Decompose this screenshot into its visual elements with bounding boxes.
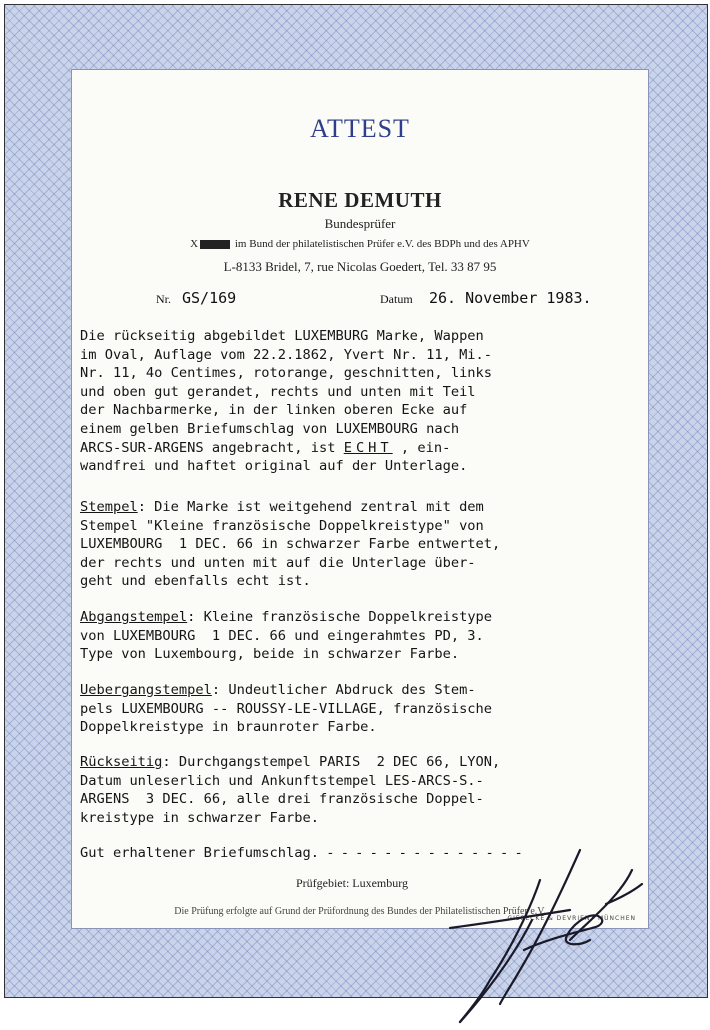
certificate-date: 26. November 1983. <box>429 289 592 307</box>
examiner-organization <box>72 238 648 250</box>
dash-line: - - - - - - - - - - - - - - <box>318 845 522 861</box>
text-segment: : Undeutlicher Abdruck des Stem- <box>211 682 476 698</box>
examiner-title: Bundesprüfer <box>324 216 396 231</box>
verdict-echt: ECHT <box>343 439 393 456</box>
section-heading: Uebergangstempel <box>80 682 212 698</box>
section-heading: Abgangstempel <box>80 609 188 625</box>
section-heading: Stempel <box>80 499 138 515</box>
text-segment: ARCS-SUR-ARGENS angebracht, ist <box>80 439 344 456</box>
org-prefix: X <box>190 238 199 250</box>
org-line: im Bund der philatelistischen Prüfer e.V. des BDPh und des APHV <box>234 238 530 250</box>
text-line: Die rückseitig abgebildet LUXEMBURG Marke, Wappen <box>80 328 484 344</box>
examiner-address: L-8133 Bridel, 7, rue Nicolas Goedert, Tel. 33 87 95 <box>223 259 497 274</box>
text-line: der Nachbarmerke, in der linken oberen Ecke auf <box>80 402 468 419</box>
section-heading: Rückseitig <box>80 754 163 770</box>
text-segment: : Kleine französische Doppelkreistype <box>187 609 493 625</box>
text-line <box>80 498 640 517</box>
paragraph-abgangstempel <box>80 608 640 664</box>
text-segment: : Durchgangstempel PARIS 2 DEC 66, LYON, <box>162 754 501 770</box>
text-line: im Oval, Auflage vom 22.2.1862, Yvert Nr. 11, Mi.- <box>80 346 493 363</box>
text-line: pels LUXEMBOURG -- ROUSSY-LE-VILLAGE, französische <box>80 700 493 717</box>
bpp-badge-icon <box>200 240 230 249</box>
examiner-name: RENE DEMUTH <box>278 188 442 212</box>
text-line: und oben gut gerandet, rechts und unten mit Teil <box>80 383 476 400</box>
text-segment: Gut erhaltener Briefumschlag. <box>80 845 319 861</box>
date-label: Datum <box>380 292 413 306</box>
text-line: Nr. 11, 4o Centimes, rotorange, geschnitten, links <box>80 365 493 382</box>
text-line: Stempel "Kleine französische Doppelkreistype" von <box>80 517 484 534</box>
certificate-inner-panel <box>71 69 649 929</box>
signature-icon <box>420 800 648 1030</box>
text-line <box>80 608 640 627</box>
paragraph-stempel <box>80 498 640 591</box>
certificate-sheet <box>4 4 708 998</box>
text-line: Type von Luxembourg, beide in schwarzer Farbe. <box>80 646 460 663</box>
printer-mark: GIESECKE & DEVRIENT MÜNCHEN <box>507 915 636 922</box>
text-line: Doppelkreistype in braunroter Farbe. <box>80 719 377 736</box>
exam-area: Prüfgebiet: Luxemburg <box>295 876 409 890</box>
text-line <box>80 439 640 458</box>
text-segment: : Die Marke ist weitgehend zentral mit dem <box>137 499 484 515</box>
reference-label: Nr. <box>156 292 171 306</box>
text-line: kreistype in schwarzer Farbe. <box>80 809 319 826</box>
text-segment: , ein- <box>392 439 451 456</box>
text-line: ARGENS 3 DEC. 66, alle drei französische Doppel- <box>80 791 484 808</box>
text-line: wandfrei und haftet original auf der Unterlage. <box>80 458 468 475</box>
text-line: geht und ebenfalls echt ist. <box>80 573 311 590</box>
footer-note: Die Prüfung erfolgte auf Grund der Prüfordnung des Bundes der Philatelistischen Prüfer e.V. <box>174 906 546 917</box>
text-line: von LUXEMBOURG 1 DEC. 66 und eingerahmtes PD, 3. <box>80 627 484 644</box>
text-line: der rechts und unten mit auf die Unterlage über- <box>80 554 476 571</box>
text-line: LUXEMBOURG 1 DEC. 66 in schwarzer Farbe entwertet, <box>80 536 501 553</box>
certificate-title: ATTEST <box>310 114 410 143</box>
paragraph-description <box>80 327 640 476</box>
text-line: einem gelben Briefumschlag von LUXEMBOURG nach <box>80 420 460 437</box>
text-line <box>80 681 640 700</box>
reference-number: GS/169 <box>182 289 237 307</box>
text-line: Datum unleserlich und Ankunftstempel LES-ARCS-S.- <box>80 772 484 789</box>
paragraph-uebergangstempel <box>80 681 640 737</box>
text-line <box>80 753 640 772</box>
